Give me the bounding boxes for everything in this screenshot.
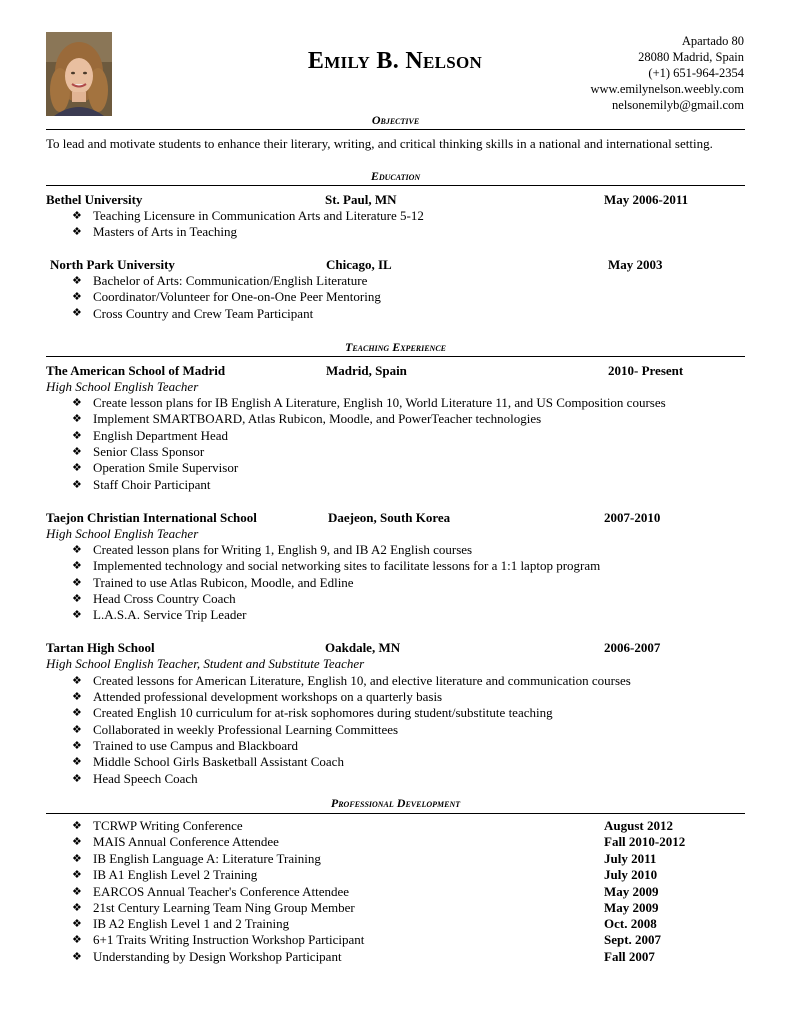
bullet-icon: ❖ bbox=[72, 902, 82, 914]
bullet-icon: ❖ bbox=[72, 836, 82, 848]
list-item: Understanding by Design Workshop Participant bbox=[93, 949, 342, 964]
school-location: Oakdale, MN bbox=[325, 640, 401, 655]
bullet-icon: ❖ bbox=[72, 918, 82, 930]
bullet-icon: ❖ bbox=[72, 397, 82, 409]
list-item: Bachelor of Arts: Communication/English Literature bbox=[93, 273, 368, 288]
list-item: Staff Choir Participant bbox=[93, 477, 211, 492]
list-item: Teaching Licensure in Communication Arts and Literature 5-12 bbox=[93, 208, 424, 223]
list-item: IB English Language A: Literature Training bbox=[93, 851, 321, 866]
list-item: Senior Class Sponsor bbox=[93, 444, 205, 459]
email-link[interactable]: nelsonemilyb@gmail.com bbox=[612, 98, 744, 112]
job-role: High School English Teacher bbox=[46, 526, 199, 541]
bullet-icon: ❖ bbox=[72, 413, 82, 425]
website-link[interactable]: www.emilynelson.weebly.com bbox=[590, 82, 744, 96]
bullet-icon: ❖ bbox=[72, 886, 82, 898]
item-date: July 2011 bbox=[604, 851, 657, 866]
school-date: 2006-2007 bbox=[604, 640, 661, 655]
list-item: Implemented technology and social networking sites to facilitate lessons for a 1:1 laptop program bbox=[93, 558, 601, 573]
list-item: Implement SMARTBOARD, Atlas Rubicon, Moodle, and PowerTeacher technologies bbox=[93, 411, 542, 426]
school-date: May 2003 bbox=[608, 257, 663, 272]
contact-block bbox=[590, 33, 744, 113]
address-line-1: Apartado 80 bbox=[681, 34, 744, 48]
school-date: 2010- Present bbox=[608, 363, 684, 378]
bullet-icon: ❖ bbox=[72, 853, 82, 865]
education-heading: Education bbox=[370, 169, 421, 183]
bullet-icon: ❖ bbox=[72, 226, 82, 238]
divider bbox=[46, 185, 745, 186]
objective-heading: Objective bbox=[371, 113, 420, 127]
list-item: Trained to use Atlas Rubicon, Moodle, and Edline bbox=[93, 575, 354, 590]
bullet-icon: ❖ bbox=[72, 275, 82, 287]
bullet-icon: ❖ bbox=[72, 560, 82, 572]
bullet-icon: ❖ bbox=[72, 675, 82, 687]
bullet-icon: ❖ bbox=[72, 446, 82, 458]
bullet-icon: ❖ bbox=[72, 291, 82, 303]
item-date: May 2009 bbox=[604, 884, 659, 899]
list-item: English Department Head bbox=[93, 428, 229, 443]
list-item: 6+1 Traits Writing Instruction Workshop Participant bbox=[93, 932, 365, 947]
list-item: Create lesson plans for IB English A Literature, English 10, World Literature 11, and US Composition courses bbox=[93, 395, 666, 410]
school-location: Madrid, Spain bbox=[326, 363, 407, 378]
divider bbox=[46, 356, 745, 357]
professional-heading: Professional Development bbox=[330, 796, 461, 810]
job-role: High School English Teacher, Student and Substitute Teacher bbox=[46, 656, 365, 671]
divider bbox=[46, 129, 745, 130]
profile-photo bbox=[46, 32, 112, 116]
school-location: St. Paul, MN bbox=[325, 192, 397, 207]
item-date: Fall 2010-2012 bbox=[604, 834, 686, 849]
school-name: Tartan High School bbox=[46, 640, 155, 655]
bullet-icon: ❖ bbox=[72, 820, 82, 832]
school-location: Chicago, IL bbox=[326, 257, 392, 272]
school-location: Daejeon, South Korea bbox=[328, 510, 451, 525]
list-item: Head Cross Country Coach bbox=[93, 591, 236, 606]
bullet-icon: ❖ bbox=[72, 577, 82, 589]
job-role: High School English Teacher bbox=[46, 379, 199, 394]
school-date: 2007-2010 bbox=[604, 510, 661, 525]
list-item: Created English 10 curriculum for at-risk sophomores during student/substitute teaching bbox=[93, 705, 553, 720]
list-item: Middle School Girls Basketball Assistant Coach bbox=[93, 754, 344, 769]
phone-number: (+1) 651-964-2354 bbox=[648, 66, 744, 80]
bullet-icon: ❖ bbox=[72, 724, 82, 736]
bullet-icon: ❖ bbox=[72, 869, 82, 881]
list-item: TCRWP Writing Conference bbox=[93, 818, 243, 833]
divider bbox=[46, 813, 745, 814]
list-item: MAIS Annual Conference Attendee bbox=[93, 834, 279, 849]
school-name: Taejon Christian International School bbox=[46, 510, 257, 525]
bullet-icon: ❖ bbox=[72, 479, 82, 491]
list-item: Collaborated in weekly Professional Learning Committees bbox=[93, 722, 399, 737]
item-date: Sept. 2007 bbox=[604, 932, 662, 947]
teaching-heading: Teaching Experience bbox=[344, 340, 447, 354]
item-date: May 2009 bbox=[604, 900, 659, 915]
school-date: May 2006-2011 bbox=[604, 192, 689, 207]
bullet-icon: ❖ bbox=[72, 740, 82, 752]
bullet-icon: ❖ bbox=[72, 462, 82, 474]
bullet-icon: ❖ bbox=[72, 707, 82, 719]
list-item: Attended professional development workshops on a quarterly basis bbox=[93, 689, 443, 704]
item-date: August 2012 bbox=[604, 818, 673, 833]
bullet-icon: ❖ bbox=[72, 609, 82, 621]
list-item: Head Speech Coach bbox=[93, 771, 198, 786]
bullet-icon: ❖ bbox=[72, 951, 82, 963]
list-item: Coordinator/Volunteer for One-on-One Peer Mentoring bbox=[93, 289, 381, 304]
list-item: Masters of Arts in Teaching bbox=[93, 224, 237, 239]
item-date: Fall 2007 bbox=[604, 949, 655, 964]
list-item: Operation Smile Supervisor bbox=[93, 460, 239, 475]
bullet-icon: ❖ bbox=[72, 756, 82, 768]
list-item: IB A2 English Level 1 and 2 Training bbox=[93, 916, 290, 931]
school-name: Bethel University bbox=[46, 192, 143, 207]
bullet-icon: ❖ bbox=[72, 773, 82, 785]
list-item: IB A1 English Level 2 Training bbox=[93, 867, 258, 882]
bullet-icon: ❖ bbox=[72, 210, 82, 222]
address-line-2: 28080 Madrid, Spain bbox=[638, 50, 744, 64]
list-item: Trained to use Campus and Blackboard bbox=[93, 738, 298, 753]
bullet-icon: ❖ bbox=[72, 593, 82, 605]
list-item: Cross Country and Crew Team Participant bbox=[93, 306, 314, 321]
bullet-icon: ❖ bbox=[72, 934, 82, 946]
list-item: L.A.S.A. Service Trip Leader bbox=[93, 607, 247, 622]
list-item: 21st Century Learning Team Ning Group Member bbox=[93, 900, 355, 915]
bullet-icon: ❖ bbox=[72, 691, 82, 703]
item-date: July 2010 bbox=[604, 867, 658, 882]
list-item: Created lessons for American Literature, English 10, and elective literature and communication courses bbox=[93, 673, 631, 688]
resume-name: Emily B. Nelson bbox=[307, 48, 483, 74]
item-date: Oct. 2008 bbox=[604, 916, 657, 931]
list-item: EARCOS Annual Teacher's Conference Attendee bbox=[93, 884, 350, 899]
bullet-icon: ❖ bbox=[72, 307, 82, 319]
list-item: Created lesson plans for Writing 1, English 9, and IB A2 English courses bbox=[93, 542, 473, 557]
school-name: The American School of Madrid bbox=[46, 363, 226, 378]
school-name: North Park University bbox=[50, 257, 175, 272]
bullet-icon: ❖ bbox=[72, 544, 82, 556]
bullet-icon: ❖ bbox=[72, 430, 82, 442]
objective-text: To lead and motivate students to enhance their literary, writing, and critical thinking skills in a national and international setting. bbox=[46, 136, 713, 151]
